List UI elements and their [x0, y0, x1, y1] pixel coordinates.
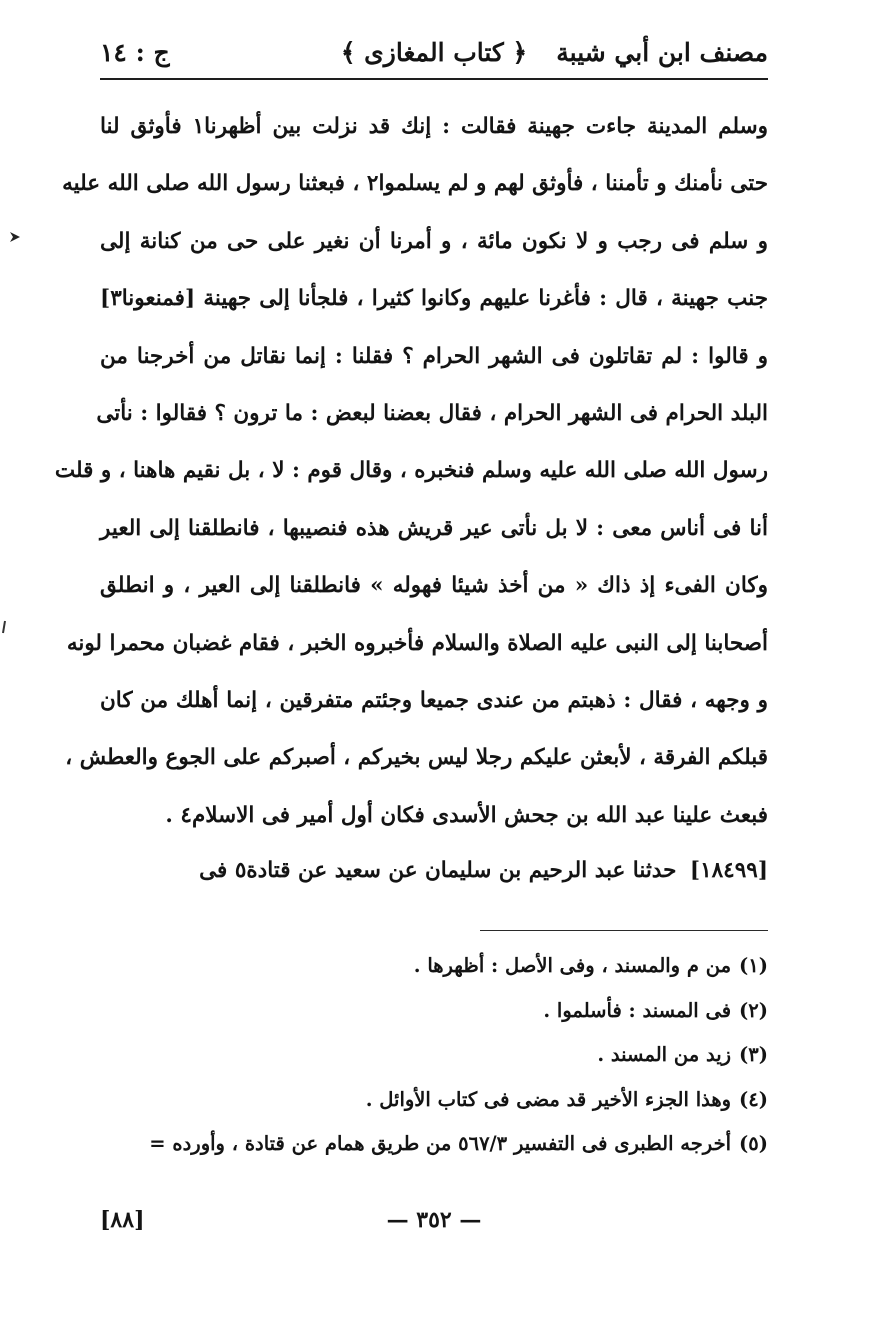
text-line: فبعث علينا عبد الله بن جحش الأسدى فكان أول أمير فى الاسلام٤ . [165, 802, 768, 828]
text-line: أصحابنا إلى النبى عليه الصلاة والسلام فأخبروه الخبر ، فقام غضبان محمرا لونه [66, 630, 768, 656]
text-line: وسلم المدينة جاءت جهينة فقالت : إنك قد نزلت بين أظهرنا١ فأوثق لنا [100, 114, 768, 139]
footnote-text: فى المسند : فأسلموا . [543, 998, 732, 1022]
footnote [100, 1078, 768, 1123]
footnote [100, 1033, 768, 1078]
hadith-number: [١٨٤٩٩] [689, 858, 768, 883]
chapter-title: ﴿ كتاب المغازى ﴾ [340, 38, 528, 67]
footnote-divider [480, 930, 768, 931]
book-title: مصنف ابن أبي شيبة [556, 38, 768, 67]
hadith-text: حدثنا عبد الرحيم بن سليمان عن سعيد عن قتادة٥ فى [199, 858, 677, 883]
header-divider [100, 78, 768, 80]
text-line: و قالوا : لم تقاتلون فى الشهر الحرام ؟ فقلنا : إنما نقاتل من أخرجنا من [100, 343, 768, 369]
margin-arrow-icon [8, 230, 22, 244]
volume-number: ج : ١٤ [100, 38, 170, 67]
text-line: أنا فى أناس معى : لا بل نأتى عير قريش هذه فنصيبها ، فانطلقنا إلى العير [100, 515, 768, 541]
text-line: و سلم فى رجب و لا نكون مائة ، و أمرنا أن نغير على حى من كنانة إلى [100, 228, 768, 254]
footnote-number: (٣) [739, 1043, 768, 1066]
text-line: رسول الله صلى الله عليه وسلم فنخبره ، وقال قوم : لا ، بل نقيم هاهنا ، و قلت [54, 458, 768, 484]
text-line: و وجهه ، فقال : ذهبتم من عندى جميعا وجئتم متفرقين ، إنما أهلك من كان [100, 687, 768, 713]
footnote-number: (٢) [739, 998, 768, 1022]
text-line: حتى نأمنك و تأمننا ، فأوثق لهم و لم يسلموا٢ ، فبعثنا رسول الله صلى الله عليه [62, 171, 768, 197]
main-text [54, 98, 768, 844]
footnote-number: (٥) [739, 1132, 768, 1155]
footnote-text: وهذا الجزء الأخير قد مضى فى كتاب الأوائل . [365, 1087, 732, 1111]
footnote-text: من م والمسند ، وفى الأصل : أظهرها . [413, 954, 732, 977]
hadith-start [100, 842, 768, 900]
footnote-number: (١) [739, 954, 768, 977]
text-line: وكان الفىء إذ ذاك « من أخذ شيئا فهوله » فانطلقنا إلى العير ، و انطلق [100, 573, 768, 599]
footnote-text: أخرجه الطبرى فى التفسير ٥٦٧/٣ من طريق همام عن قتادة ، وأورده = [149, 1132, 732, 1155]
margin-tick-icon [0, 620, 14, 634]
text-line: جنب جهينة ، قال : فأغرنا عليهم وكانوا كثيرا ، فلجأنا إلى جهينة [فمنعونا٣] [100, 286, 768, 312]
text-line: البلد الحرام فى الشهر الحرام ، فقال بعضنا لبعض : ما ترون ؟ فقالوا : نأتى [96, 400, 768, 426]
footnote [100, 1122, 768, 1167]
page-footer [100, 1198, 768, 1242]
page-number: — ٣٥٢ — [386, 1207, 482, 1233]
footnote [100, 989, 768, 1034]
footnotes [100, 944, 768, 1167]
text-line: قبلكم الفرقة ، لأبعثن عليكم رجلا ليس بخيركم ، أصبركم على الجوع والعطش ، [65, 745, 768, 771]
footnote [100, 944, 768, 989]
signature-mark: [٨٨] [100, 1207, 145, 1233]
footnote-text: زيد من المسند . [597, 1043, 732, 1066]
running-header [100, 30, 768, 76]
footnote-number: (٤) [739, 1087, 768, 1111]
